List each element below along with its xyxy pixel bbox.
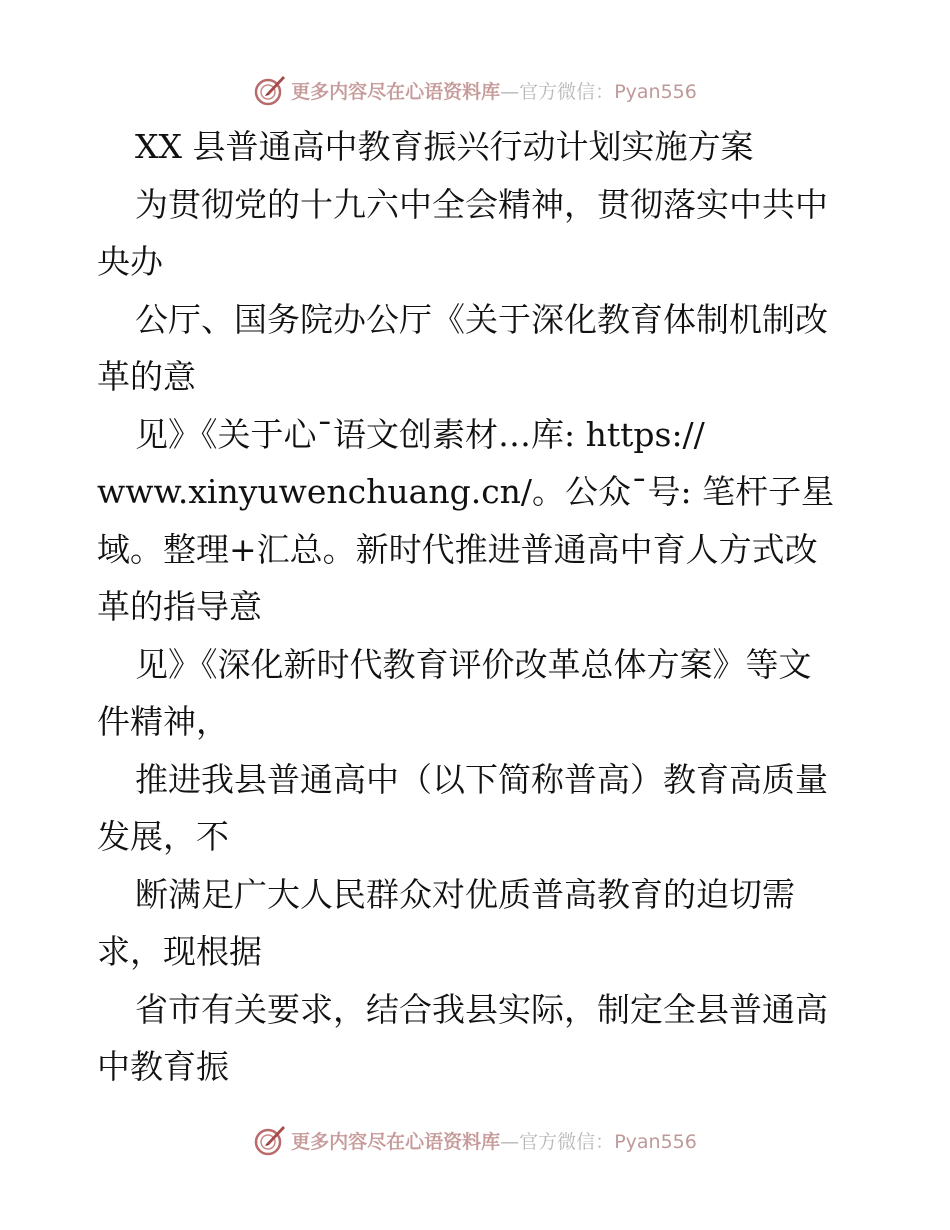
text-line: 域。整理+汇总。新时代推进普通高中育人方式改 [97, 529, 818, 569]
text-line: 见》《深化新时代教育评价改革总体方案》等文 [135, 644, 812, 684]
text-line: 中教育振 [97, 1047, 229, 1086]
text-line: 省市有关要求，结合我县实际，制定全县普通高 [135, 989, 828, 1029]
watermark-wechat-id: Pyan556 [614, 80, 697, 103]
text-line: 求，现根据 [97, 932, 262, 971]
watermark-wechat-label: 官方微信： [519, 80, 615, 103]
document-body [97, 118, 857, 1096]
text-line: 公厅、国务院办公厅《关于深化教育体制机制改 [135, 299, 828, 339]
text-line: 发展，不 [97, 817, 229, 856]
watermark-separator: — [500, 80, 520, 103]
document-title: XX 县普通高中教育振兴行动计划实施方案 [135, 127, 754, 166]
text-line: 件精神， [97, 702, 229, 741]
text-line: 见》《关于心¯语文创素材…库: https:// [135, 414, 705, 454]
watermark-wechat-id: Pyan556 [614, 1130, 697, 1153]
text-line: 革的指导意 [97, 587, 262, 626]
watermark-prefix: 更多内容尽在心语资料库 [291, 80, 501, 103]
text-line: 推进我县普通高中（以下简称普高）教育高质量 [135, 759, 828, 799]
text-line: 为贯彻党的十九六中全会精神，贯彻落实中共中 [135, 184, 828, 224]
text-line: 央办 [97, 242, 163, 281]
header-watermark-banner [0, 70, 950, 110]
quill-pen-circle-icon [253, 73, 287, 107]
text-line: www.xinyuwenchuang.cn/。公众¯号: 笔杆子星 [97, 472, 835, 511]
text-line: 革的意 [97, 357, 196, 396]
watermark-prefix: 更多内容尽在心语资料库 [291, 1130, 501, 1153]
watermark-wechat-label: 官方微信： [519, 1130, 615, 1153]
text-line: 断满足广大人民群众对优质普高教育的迫切需 [135, 874, 795, 914]
footer-watermark-banner [0, 1120, 950, 1160]
watermark-separator: — [500, 1130, 520, 1153]
quill-pen-circle-icon [253, 1123, 287, 1157]
